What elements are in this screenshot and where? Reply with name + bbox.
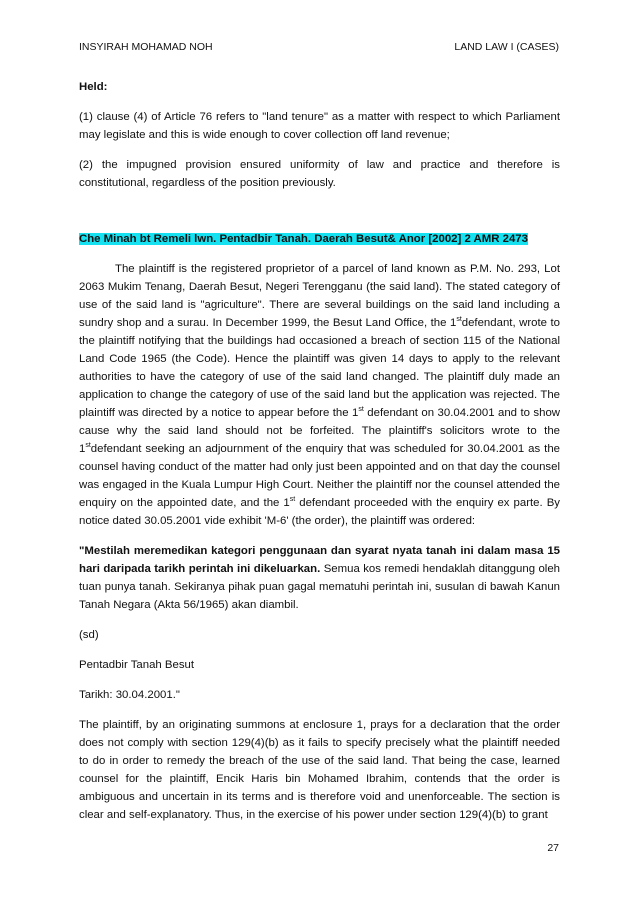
order-date: Tarikh: 30.04.2001." [79, 689, 180, 701]
header-subject: LAND LAW I (CASES) [454, 41, 559, 53]
ordinal-sup: st [358, 406, 364, 414]
ordinal-sup: st [289, 496, 296, 504]
facts-text-d: defendant seeking an adjournment of the enquiry that was scheduled for 30.04.2001 as the counsel having conduct of the matter had only just been appointed and on that day the counsel was engaged in the Kuala Lumpur High Court. Neither the plaintiff nor the counsel attended the enquiry on the appointed date, and the 1 [79, 443, 560, 509]
page-content [79, 78, 560, 836]
case-title: Che Minah bt Remeli lwn. Pentadbir Tanah. Daerah Besut& Anor [2002] 2 AMR 2473 [79, 233, 528, 245]
ordinal-sup: st [456, 316, 462, 324]
order-quote [79, 542, 560, 614]
signature-mark: (sd) [79, 629, 99, 641]
issuing-officer: Pentadbir Tanah Besut [79, 659, 195, 671]
facts-text-b: defendant, wrote to the plaintiff notifying that the buildings had occasioned a breach of section 115 of the National Land Code 1965 (the Code). Hence the plaintiff was given 14 days to apply to the relevant authorities to have the category of use of the said land changed. The plaintiff duly made an application to change the category of use of the said land but the application was rejected. The plaintiff was directed by a notice to appear before the 1 [79, 317, 560, 419]
order-quote-bold: "Mestilah meremedikan kategori penggunaan dan syarat nyata tanah ini dalam masa 15 hari daripada tarikh perintah ini dikeluarkan. [79, 545, 560, 575]
held-point-2: (2) the impugned provision ensured uniformity of law and practice and therefore is constitutional, regardless of the position previously. [79, 159, 560, 189]
held-point-1: (1) clause (4) of Article 76 refers to "land tenure" as a matter with respect to which Parliament may legislate and this is wide enough to cover collection off land revenue; [79, 111, 560, 141]
header-author: INSYIRAH MOHAMAD NOH [79, 41, 213, 53]
facts-text-c: defendant on 30.04.2001 and to show cause why the said land should not be forfeited. The plaintiff's solicitors wrote to the 1 [79, 407, 561, 455]
held-heading: Held: [79, 81, 108, 93]
case-title-line [79, 230, 560, 248]
order-quote-rest: Semua kos remedi hendaklah ditanggung oleh tuan punya tanah. Sekiranya pihak puan gagal mematuhi perintah ini, susulan di bawah Kanun Tanah Negara (Akta 56/1965) akan diambil. [79, 563, 560, 611]
page-number: 27 [547, 842, 559, 854]
ordinal-sup: st [85, 442, 91, 450]
facts-text-e: defendant proceeded with the enquiry ex parte. By notice dated 30.05.2001 vide exhibit 'M-6' (the order), the plaintiff was ordered: [79, 497, 560, 527]
facts-text-a: The plaintiff is the registered proprietor of a parcel of land known as P.M. No. 293, Lot 2063 Mukim Tenang, Daerah Besut, Negeri Terengganu (the said land). The stated category of use of the said land is "agriculture". There are several buildings on the said land including a sundry shop and a surau. In December 1999, the Besut Land Office, the 1 [79, 263, 560, 329]
section-gap [79, 204, 560, 230]
plaintiff-claim-paragraph: The plaintiff, by an originating summons at enclosure 1, prays for a declaration that the order does not comply with section 129(4)(b) as it fails to specify precisely what the plaintiff needed to do in order to remedy the breach of the use of the said land. That being the case, learned counsel for the plaintiff, Encik Haris bin Mohamed Ibrahim, contends that the order is ambiguous and uncertain in its terms and is therefore void and unenforceable. The section is clear and self-explanatory. Thus, in the exercise of his power under section 129(4)(b) to grant [79, 719, 560, 821]
facts-paragraph [79, 260, 560, 530]
